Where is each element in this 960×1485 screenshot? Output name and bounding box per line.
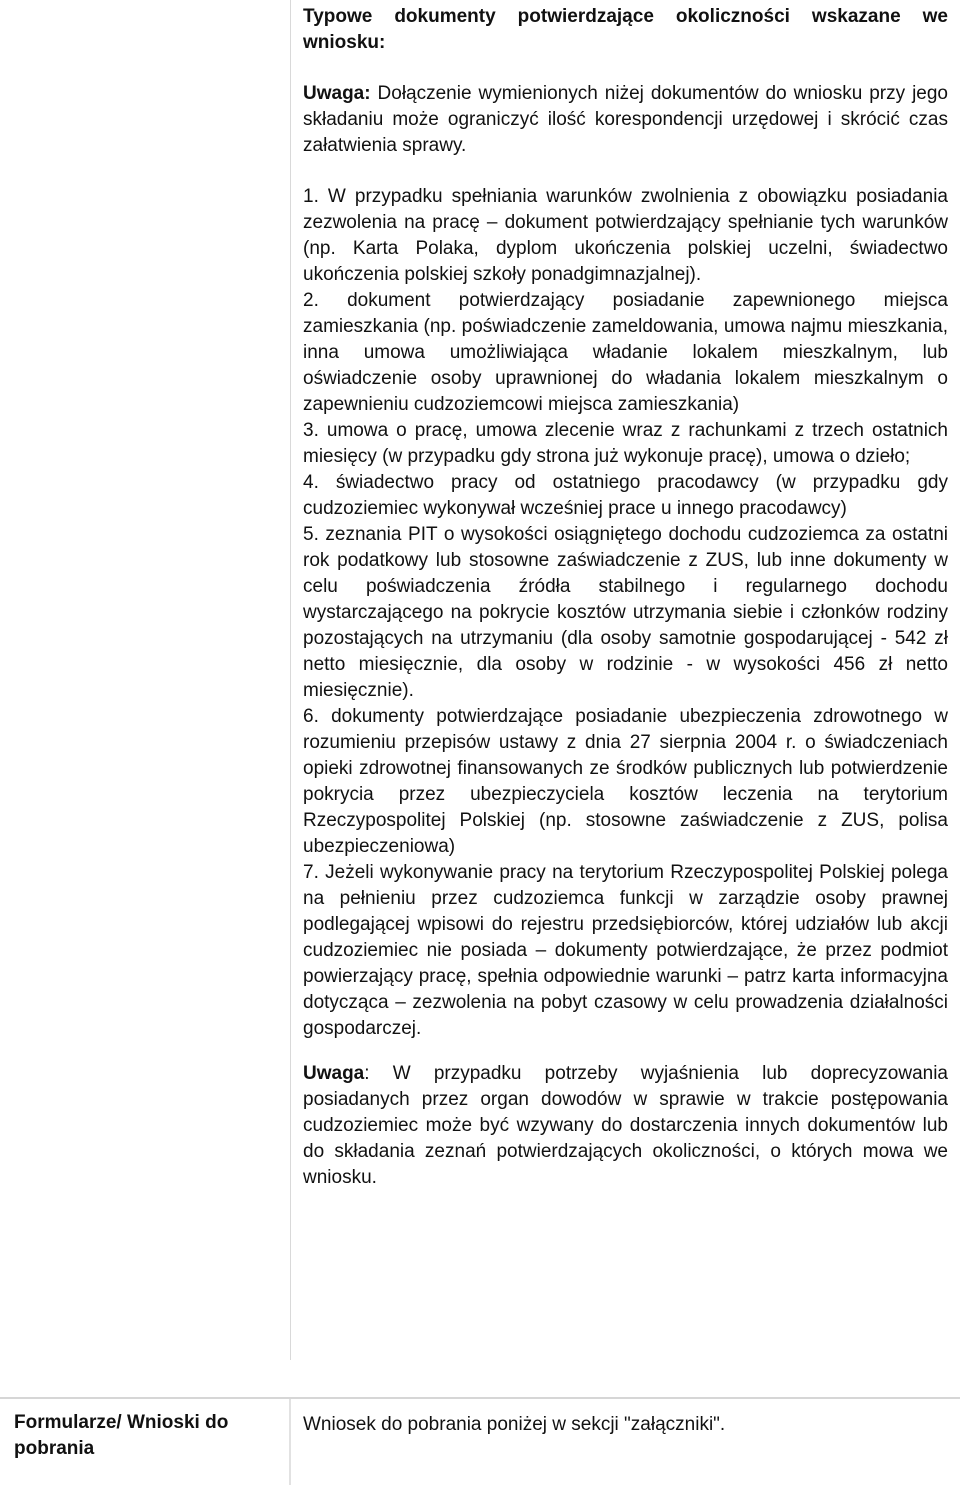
section-heading: Typowe dokumenty potwierdzające okoliczności wskazane we wniosku: [303, 6, 948, 53]
forms-label: Formularze/ Wnioski do pobrania [14, 1412, 229, 1459]
footer-column-divider [289, 1399, 291, 1485]
footer-divider [0, 1397, 960, 1399]
left-column-divider [290, 0, 291, 1360]
final-note-paragraph [303, 1061, 948, 1191]
final-note-label: Uwaga [303, 1063, 365, 1084]
list-item: 6. dokumenty potwierdzające posiadanie ubezpieczenia zdrowotnego w rozumieniu przepisów ustawy z dnia 27 sierpnia 2004 r. o świadczeniach opieki zdrowotnej finansowanych ze środków publicznych lub potwierdzenie pokrycia przez ubezpieczyciela kosztów leczenia na terytorium Rzeczypospolitej Polskiej (np. stosowne zaświadczenie z ZUS, polisa ubezpieczeniowa) [303, 706, 948, 857]
final-note-text: : W przypadku potrzeby wyjaśnienia lub doprecyzowania posiadanych przez organ dowodów w sprawie w trakcie postępowania cudzoziemiec może być wzywany do dostarczenia innych dokumentów lub do składania zeznań potwierdzających okoliczności, o których mowa we wniosku. [303, 1063, 948, 1188]
note-text: Dołączenie wymienionych niżej dokumentów do wniosku przy jego składaniu może ograniczyć ilość korespondencji urzędowej i skrócić czas załatwienia sprawy. [303, 83, 948, 156]
list-item: 2. dokument potwierdzający posiadanie zapewnionego miejsca zamieszkania (np. poświadczenie zameldowania, umowa najmu mieszkania, inna umowa umożliwiająca władanie lokalem mieszkalnym, lub oświadczenie osoby uprawnionej do władania lokalem mieszkalnym o zapewnieniu cudzoziemcowi miejsca zamieszkania) [303, 290, 948, 415]
list-item: 7. Jeżeli wykonywanie pracy na terytorium Rzeczypospolitej Polskiej polega na pełnieniu przez cudzoziemca funkcji w zarządzie osoby prawnej podlegającej wpisowi do rejestru przedsiębiorców, której udziałów lub akcji cudzoziemiec nie posiada – dokumenty potwierdzające, że przez podmiot powierzający pracę, spełnia odpowiednie warunki – patrz karta informacyjna dotycząca – zezwolenia na pobyt czasowy w celu prowadzenia działalności gospodarczej. [303, 862, 948, 1039]
list-item: 4. świadectwo pracy od ostatniego pracodawcy (w przypadku gdy cudzoziemiec wykonywał wcześniej prace u innego pracodawcy) [303, 472, 948, 519]
main-content [303, 4, 948, 1191]
note-paragraph [303, 81, 948, 159]
list-item: 1. W przypadku spełniania warunków zwolnienia z obowiązku posiadania zezwolenia na pracę – dokument potwierdzający spełnianie tych warunków (np. Karta Polaka, dyplom ukończenia polskiej uczelni, świadectwo ukończenia polskiej szkoły ponadgimnazjalnej). [303, 186, 948, 285]
list-item: 3. umowa o pracę, umowa zlecenie wraz z rachunkami z trzech ostatnich miesięcy (w przypadku gdy strona już wykonuje pracę), umowa o dzieło; [303, 420, 948, 467]
forms-text: Wniosek do pobrania poniżej w sekcji "załączniki". [303, 1414, 726, 1435]
documents-list [303, 184, 948, 1042]
note-label: Uwaga: [303, 83, 371, 104]
list-item: 5. zeznania PIT o wysokości osiągniętego dochodu cudzoziemca za ostatni rok podatkowy lub stosowne zaświadczenie z ZUS, lub inne dokumenty w celu poświadczenia źródła stabilnego i regularnego dochodu wystarczającego na pokrycie kosztów utrzymania siebie i członków rodziny pozostających na utrzymaniu (dla osoby samotnie gospodarującej - 542 zł netto miesięcznie, dla osoby w rodzinie - w wysokości 456 zł netto miesięcznie). [303, 524, 948, 701]
